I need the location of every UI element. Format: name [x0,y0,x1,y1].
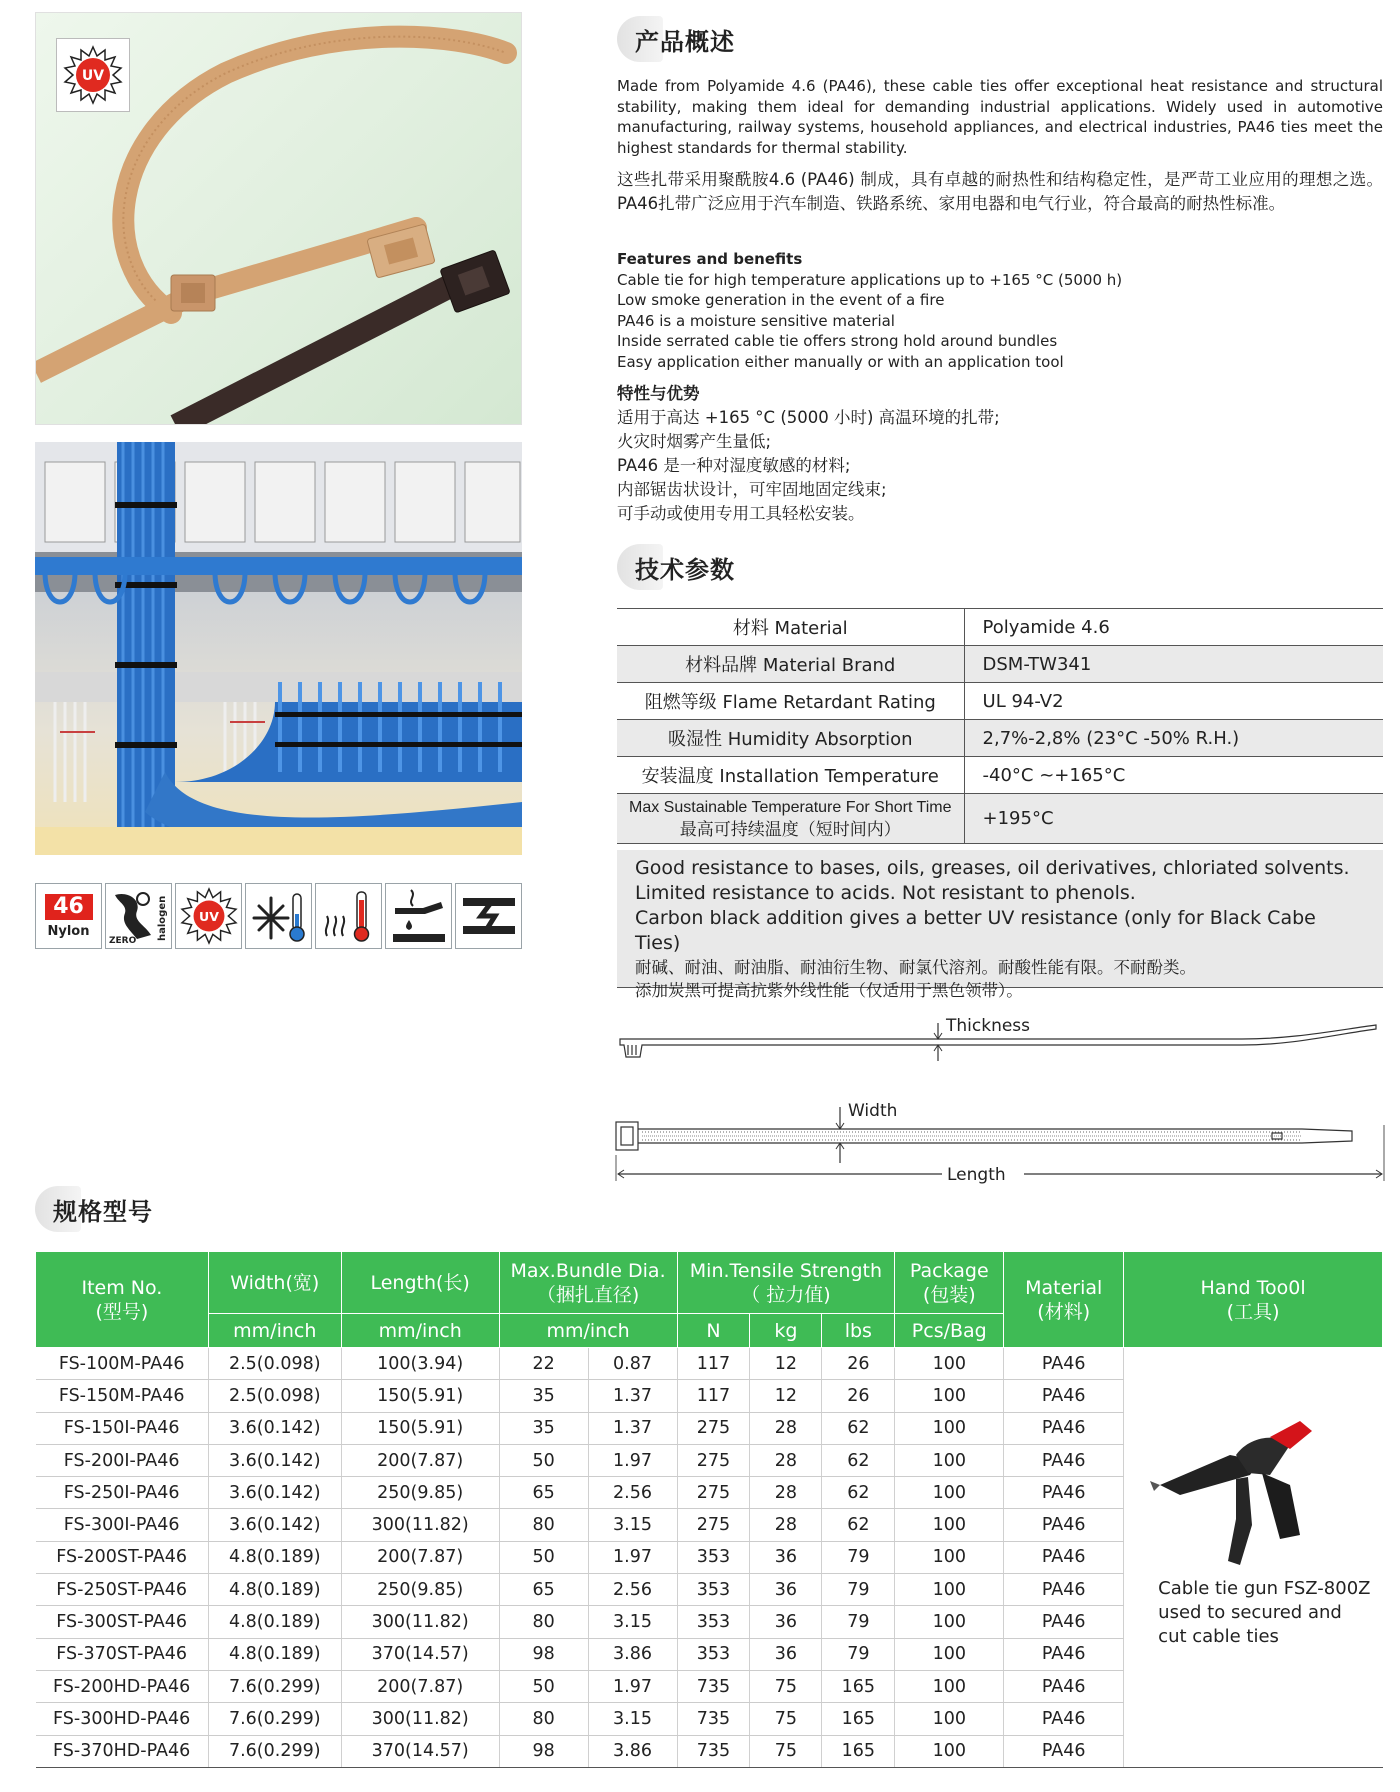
cell-item-no: FS-370ST-PA46 [36,1638,209,1670]
cell-package: 100 [895,1541,1004,1573]
cell-item-no: FS-150M-PA46 [36,1380,209,1412]
cell-tensile-kg: 28 [750,1412,822,1444]
cell-bundle-mm: 50 [499,1444,588,1476]
cell-tensile-lbs: 26 [822,1348,895,1380]
cell-width: 4.8(0.189) [208,1541,341,1573]
unit-width: mm/inch [208,1314,341,1348]
cell-tensile-kg: 36 [750,1541,822,1573]
cell-material: PA46 [1004,1380,1124,1412]
cell-width: 3.6(0.142) [208,1477,341,1509]
spec-row [617,757,1383,794]
cell-bundle-inch: 1.37 [588,1380,677,1412]
cell-bundle-inch: 0.87 [588,1348,677,1380]
nylon-label: Nylon [47,923,90,939]
length-label: Length [947,1165,1006,1185]
cell-width: 4.8(0.189) [208,1638,341,1670]
feature-en-3: PA46 is a moisture sensitive material [617,311,895,330]
feature-cn-1: 适用于高达 +165 °C (5000 小时) 高温环境的扎带; [617,408,1000,427]
cell-tensile-n: 275 [677,1509,750,1541]
max-temp-cn: 最高可持续温度（短时间内） [679,819,901,840]
features-title-en: Features and benefits [617,250,803,268]
cell-tensile-lbs: 62 [822,1444,895,1476]
cell-tensile-lbs: 62 [822,1477,895,1509]
tool-caption-line: cut cable ties [1158,1625,1279,1647]
col-width: Width(宽) [208,1252,341,1314]
feature-cn-4: 内部锯齿状设计，可牢固地固定线束; [617,480,887,499]
cell-tensile-n: 735 [677,1670,750,1702]
cell-tensile-n: 735 [677,1703,750,1735]
feature-en-5: Easy application either manually or with an application tool [617,352,1064,371]
uv-badge [56,38,130,112]
spec-key: 材料 Material [617,609,964,646]
col-length: Length(长) [341,1252,499,1314]
oil-resistant-icon [385,883,452,949]
feature-cn-3: PA46 是一种对湿度敏感的材料; [617,456,851,475]
cell-package: 100 [895,1574,1004,1606]
spec-row [617,609,1383,646]
spec-key: 阻燃等级 Flame Retardant Rating [617,683,964,720]
cell-package: 100 [895,1670,1004,1702]
cell-tensile-kg: 75 [750,1670,822,1702]
cell-length: 300(11.82) [341,1509,499,1541]
feature-cn-5: 可手动或使用专用工具轻松安装。 [617,504,865,523]
cell-length: 100(3.94) [341,1348,499,1380]
cell-tensile-kg: 36 [750,1638,822,1670]
spec-models-title: 规格型号 [53,1197,153,1226]
cell-bundle-inch: 3.15 [588,1606,677,1638]
cell-item-no: FS-250ST-PA46 [36,1574,209,1606]
cell-item-no: FS-370HD-PA46 [36,1735,209,1767]
cell-material: PA46 [1004,1703,1124,1735]
uv-resistant-icon [175,883,242,949]
cell-bundle-mm: 35 [499,1412,588,1444]
spec-key: 吸湿性 Humidity Absorption [617,720,964,757]
unit-pcs: Pcs/Bag [895,1314,1004,1348]
cell-item-no: FS-300HD-PA46 [36,1703,209,1735]
features-chinese [617,382,1383,526]
cell-length: 200(7.87) [341,1444,499,1476]
cell-tensile-n: 117 [677,1348,750,1380]
cell-bundle-mm: 65 [499,1477,588,1509]
cell-width: 7.6(0.299) [208,1735,341,1767]
uv-icon-text: UV [198,908,219,924]
nylon-number: 46 [45,894,93,920]
cable-tie-gun-image [1140,1415,1340,1575]
col-tool: Hand Too0l (工具) [1124,1252,1383,1348]
cell-tensile-lbs: 62 [822,1412,895,1444]
spec-row [617,646,1383,683]
unit-bundle: mm/inch [499,1314,677,1348]
resistance-note [617,850,1383,1000]
cell-tensile-n: 275 [677,1444,750,1476]
spec-value-max-temp: +195°C [964,794,1383,844]
spec-key: 安装温度 Installation Temperature [617,757,964,794]
cell-package: 100 [895,1735,1004,1767]
cell-package: 100 [895,1477,1004,1509]
feature-en-2: Low smoke generation in the event of a fire [617,291,945,309]
cell-bundle-inch: 3.15 [588,1509,677,1541]
col-bundle: Max.Bundle Dia. （捆扎直径) [499,1252,677,1314]
spec-value: Polyamide 4.6 [964,609,1383,646]
cell-item-no: FS-200I-PA46 [36,1444,209,1476]
col-item: Item No. (型号) [36,1252,209,1348]
col-package: Package (包装) [895,1252,1004,1314]
cell-tensile-kg: 36 [750,1606,822,1638]
unit-length: mm/inch [341,1314,499,1348]
cell-package: 100 [895,1444,1004,1476]
cell-item-no: FS-100M-PA46 [36,1348,209,1380]
cell-width: 7.6(0.299) [208,1670,341,1702]
cell-tensile-lbs: 62 [822,1509,895,1541]
cell-tensile-lbs: 79 [822,1541,895,1573]
cable-tie-dimension-diagram [612,1005,1388,1205]
cell-width: 3.6(0.142) [208,1412,341,1444]
cell-width: 2.5(0.098) [208,1348,341,1380]
tech-spec-table [617,608,1383,844]
cell-bundle-inch: 1.37 [588,1412,677,1444]
cell-bundle-mm: 22 [499,1348,588,1380]
cell-bundle-inch: 3.15 [588,1703,677,1735]
resistance-en-2: Carbon black addition gives a better UV resistance (only for Black Cabe Ties) [635,907,1316,954]
resistance-en-1: Good resistance to bases, oils, greases, oil derivatives, chloriated solvents. Limited resistance to acids. Not resistant to phenols. [635,857,1350,904]
feature-en-1: Cable tie for high temperature applications up to +165 °C (5000 h) [617,270,1123,289]
product-photo [35,12,522,425]
cell-tensile-n: 275 [677,1412,750,1444]
feature-en-4: Inside serrated cable tie offers strong hold around bundles [617,332,1058,350]
cell-tensile-kg: 28 [750,1444,822,1476]
cell-tensile-n: 353 [677,1574,750,1606]
cell-length: 200(7.87) [341,1670,499,1702]
cell-material: PA46 [1004,1444,1124,1476]
spec-key-max-temp [617,794,964,844]
resistance-cn-1: 耐碱、耐油、耐油脂、耐油衍生物、耐氯代溶剂。耐酸性能有限。不耐酚类。 [635,958,1196,977]
cell-item-no: FS-150I-PA46 [36,1412,209,1444]
spec-key: 材料品牌 Material Brand [617,646,964,683]
cell-material: PA46 [1004,1509,1124,1541]
cell-item-no: FS-300I-PA46 [36,1509,209,1541]
cell-item-no: FS-200ST-PA46 [36,1541,209,1573]
spec-row [617,720,1383,757]
unit-kg: kg [750,1314,822,1348]
width-label: Width [848,1101,898,1121]
cell-bundle-mm: 98 [499,1638,588,1670]
cell-material: PA46 [1004,1477,1124,1509]
cell-width: 4.8(0.189) [208,1606,341,1638]
cell-tensile-kg: 12 [750,1380,822,1412]
cell-item-no: FS-200HD-PA46 [36,1670,209,1702]
cell-package: 100 [895,1509,1004,1541]
cell-bundle-mm: 98 [499,1735,588,1767]
zero-text: ZERO [108,936,136,946]
tool-caption-line: used to secured and [1158,1601,1342,1623]
thickness-label: Thickness [946,1016,1031,1036]
cell-package: 100 [895,1380,1004,1412]
spec-models-header [35,1186,335,1232]
cell-tensile-n: 735 [677,1735,750,1767]
cell-item-no: FS-300ST-PA46 [36,1606,209,1638]
header-row [36,1252,1383,1314]
cell-material: PA46 [1004,1606,1124,1638]
cell-package: 100 [895,1348,1004,1380]
cell-width: 2.5(0.098) [208,1380,341,1412]
cell-tensile-n: 275 [677,1477,750,1509]
cell-tensile-n: 353 [677,1541,750,1573]
cell-item-no: FS-250I-PA46 [36,1477,209,1509]
spec-value: 2,7%-2,8% (23°C -50% R.H.) [964,720,1383,757]
cell-tensile-kg: 75 [750,1735,822,1767]
tool-caption-line: Cable tie gun FSZ-800Z [1158,1577,1371,1599]
cell-tensile-lbs: 165 [822,1703,895,1735]
spec-row [617,683,1383,720]
unit-lbs: lbs [822,1314,895,1348]
cell-material: PA46 [1004,1735,1124,1767]
cell-material: PA46 [1004,1574,1124,1606]
cell-tensile-n: 117 [677,1380,750,1412]
cell-material: PA46 [1004,1541,1124,1573]
cell-tensile-n: 353 [677,1606,750,1638]
cell-tensile-kg: 36 [750,1574,822,1606]
cell-tensile-lbs: 79 [822,1606,895,1638]
cell-tensile-lbs: 79 [822,1638,895,1670]
cell-bundle-mm: 50 [499,1541,588,1573]
cell-material: PA46 [1004,1412,1124,1444]
cell-bundle-inch: 2.56 [588,1477,677,1509]
feature-icon-row [35,883,522,949]
cell-bundle-mm: 50 [499,1670,588,1702]
cell-material: PA46 [1004,1348,1124,1380]
col-material: Material (材料) [1004,1252,1124,1348]
cell-length: 200(7.87) [341,1541,499,1573]
overview-header [617,16,917,62]
cell-tensile-kg: 28 [750,1477,822,1509]
cell-length: 250(9.85) [341,1477,499,1509]
cell-package: 100 [895,1703,1004,1735]
uv-badge-text: UV [81,68,105,84]
spec-value: UL 94-V2 [964,683,1383,720]
cell-bundle-inch: 1.97 [588,1670,677,1702]
spec-value: DSM-TW341 [964,646,1383,683]
spec-row [617,794,1383,844]
cell-width: 7.6(0.299) [208,1703,341,1735]
wiring-photo [35,442,522,855]
cell-length: 300(11.82) [341,1606,499,1638]
cell-bundle-mm: 80 [499,1703,588,1735]
zero-halogen-icon [105,883,172,949]
cell-tensile-lbs: 26 [822,1380,895,1412]
cell-bundle-inch: 3.86 [588,1638,677,1670]
high-temperature-icon [315,883,382,949]
cell-tensile-lbs: 79 [822,1574,895,1606]
cell-length: 300(11.82) [341,1703,499,1735]
tech-title: 技术参数 [635,555,735,584]
spec-value: -40°C ~+165°C [964,757,1383,794]
cell-material: PA46 [1004,1638,1124,1670]
overview-title: 产品概述 [635,27,735,56]
features-title-cn: 特性与优势 [617,384,700,403]
max-temp-en: Max Sustainable Temperature For Short Time [629,798,952,816]
resistance-cn-2: 添加炭黑可提高抗紫外线性能（仅适用于黑色领带）。 [635,981,1023,1000]
cell-tensile-kg: 12 [750,1348,822,1380]
cell-bundle-mm: 80 [499,1509,588,1541]
cell-tensile-lbs: 165 [822,1735,895,1767]
unit-n: N [677,1314,750,1348]
cell-tensile-kg: 28 [750,1509,822,1541]
cell-package: 100 [895,1606,1004,1638]
cell-package: 100 [895,1638,1004,1670]
low-temperature-icon [245,883,312,949]
cell-width: 3.6(0.142) [208,1509,341,1541]
cell-tensile-lbs: 165 [822,1670,895,1702]
cell-tensile-n: 353 [677,1638,750,1670]
cell-length: 250(9.85) [341,1574,499,1606]
cell-tensile-kg: 75 [750,1703,822,1735]
table-row [36,1348,1383,1380]
halogen-text: halogen [156,895,168,941]
cell-length: 370(14.57) [341,1735,499,1767]
cell-package: 100 [895,1412,1004,1444]
cell-length: 150(5.91) [341,1380,499,1412]
electrical-insulation-icon [455,883,522,949]
cell-bundle-inch: 2.56 [588,1574,677,1606]
nylon-46-icon [35,883,102,949]
cell-material: PA46 [1004,1670,1124,1702]
cell-bundle-mm: 35 [499,1380,588,1412]
cell-bundle-mm: 65 [499,1574,588,1606]
features-english [617,249,1383,372]
col-tensile: Min.Tensile Strength （ 拉力值) [677,1252,895,1314]
tech-header [617,544,917,590]
cell-bundle-inch: 3.86 [588,1735,677,1767]
cell-bundle-inch: 1.97 [588,1444,677,1476]
cell-width: 4.8(0.189) [208,1574,341,1606]
overview-chinese: 这些扎带采用聚酰胺4.6 (PA46) 制成，具有卓越的耐热性和结构稳定性，是严苛工业应用的理想之选。PA46扎带广泛应用于汽车制造、铁路系统、家用电器和电气行业，符合最高的耐热性标准。 [617,170,1383,213]
cell-bundle-inch: 1.97 [588,1541,677,1573]
cell-width: 3.6(0.142) [208,1444,341,1476]
cell-bundle-mm: 80 [499,1606,588,1638]
feature-cn-2: 火灾时烟雾产生量低; [617,432,772,451]
overview-english: Made from Polyamide 4.6 (PA46), these cable ties offer exceptional heat resistance and structural stability, making them ideal for demanding industrial applications. Widely used in automotive manufacturing, railway systems, household appliances, and electrical industries, PA46 ties meet the highest standards for thermal stability. [617,77,1383,157]
cell-length: 150(5.91) [341,1412,499,1444]
cell-length: 370(14.57) [341,1638,499,1670]
